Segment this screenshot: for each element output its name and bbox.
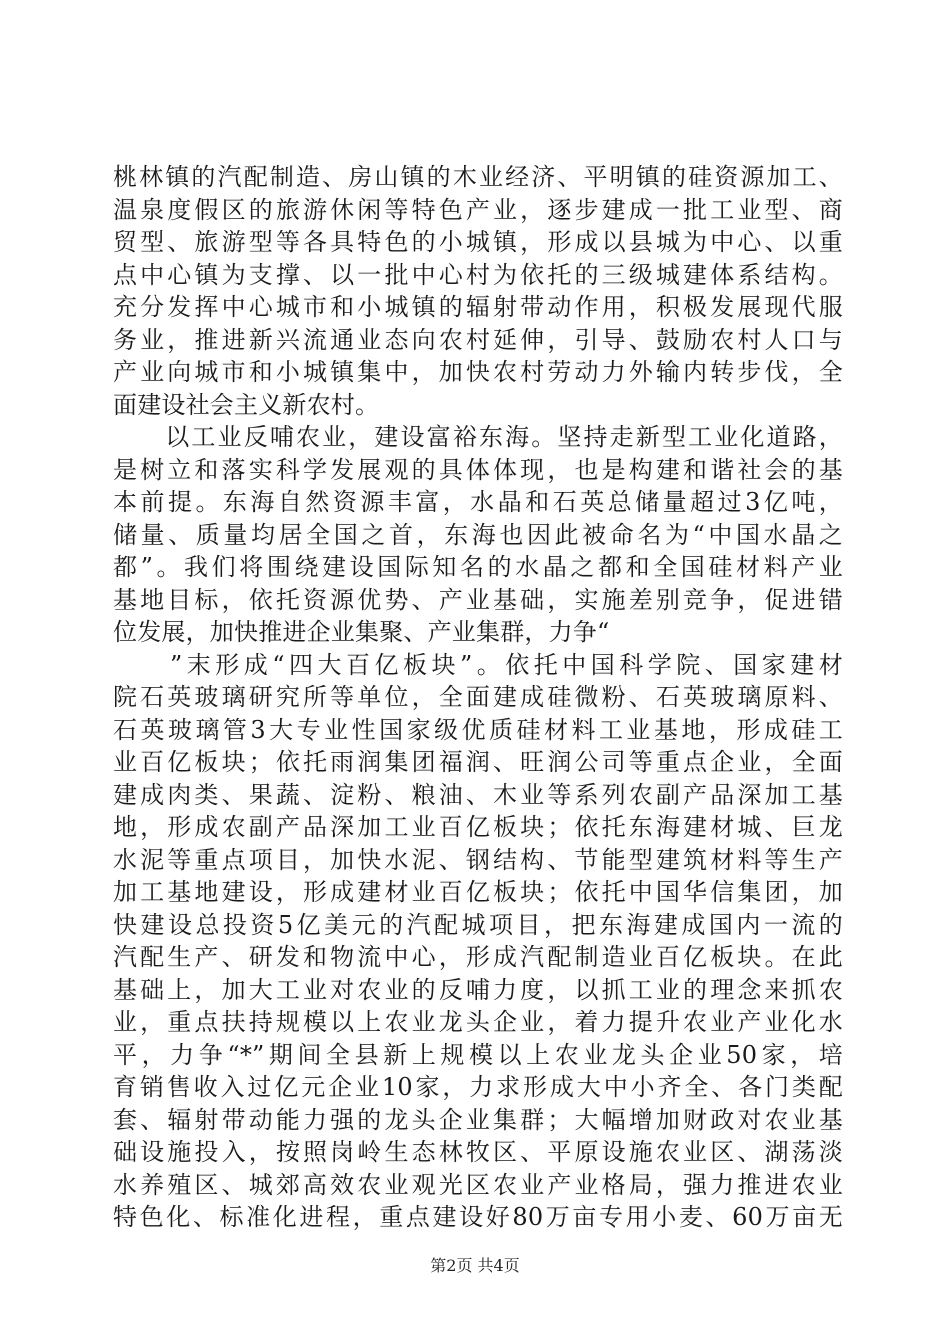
text-line: 汽配生产、研发和物流中心，形成汽配制造业百亿板块。在此 [113,943,843,971]
text-line: 加工基地建设，形成建材业百亿板块；依托中国华信集团，加 [113,878,843,906]
text-line: 以工业反哺农业，建设富裕东海。坚持走新型工业化道路， [113,423,843,451]
text-line: 面建设社会主义新农村。 [113,390,380,419]
text-line: 务业，推进新兴流通业态向农村延伸，引导、鼓励农村人口与 [113,325,843,354]
text-line: 套、辐射带动能力强的龙头企业集群；大幅增加财政对农业基 [113,1105,843,1134]
text-line: 建成肉类、果蔬、淀粉、粮油、木业等系列农副产品深加工基 [113,780,843,809]
text-line: 院石英玻璃研究所等单位，全面建成硅微粉、石英玻璃原料、 [113,683,843,711]
text-line: 基地目标，依托资源优势、产业基础，实施差别竞争，促进错 [113,585,843,614]
text-line: 快建设总投资5亿美元的汽配城项目，把东海建成国内一流的 [113,910,843,939]
text-line: 业百亿板块；依托雨润集团福润、旺润公司等重点企业，全面 [113,748,843,776]
text-line: 地，形成农副产品深加工业百亿板块；依托东海建材城、巨龙 [113,813,843,841]
text-line: 水泥等重点项目，加快水泥、钢结构、节能型建筑材料等生产 [113,845,843,874]
text-line: 桃林镇的汽配制造、房山镇的木业经济、平明镇的硅资源加工、 [113,163,843,191]
text-line: 平，力争“*”期间全县新上规模以上农业龙头企业50家，培 [113,1040,843,1069]
text-line: 贸型、旅游型等各具特色的小城镇，形成以县城为中心、以重 [113,228,843,256]
text-line: 是树立和落实科学发展观的具体体现，也是构建和谐社会的基 [113,455,843,484]
text-line: 特色化、标准化进程，重点建设好80万亩专用小麦、60万亩无 [113,1203,843,1231]
text-line: 储量、质量均居全国之首，东海也因此被命名为“中国水晶之 [113,520,843,549]
text-line: 充分发挥中心城市和小城镇的辐射带动作用，积极发展现代服 [113,293,843,321]
text-line: 水养殖区、城郊高效农业观光区农业产业格局，强力推进农业 [113,1170,843,1199]
text-line: 温泉度假区的旅游休闲等特色产业，逐步建成一批工业型、商 [113,195,843,224]
text-line: ”末形成“四大百亿板块”。依托中国科学院、国家建材 [113,650,843,679]
text-line: 都”。我们将围绕建设国际知名的水晶之都和全国硅材料产业 [113,553,843,581]
text-line: 石英玻璃管3大专业性国家级优质硅材料工业基地，形成硅工 [113,715,843,744]
text-line: 产业向城市和小城镇集中，加快农村劳动力外输内转步伐，全 [113,358,843,386]
text-line: 本前提。东海自然资源丰富，水晶和石英总储量超过3亿吨， [113,488,843,516]
text-line: 点中心镇为支撑、以一批中心村为依托的三级城建体系结构。 [113,260,843,289]
text-line: 育销售收入过亿元企业10家，力求形成大中小齐全、各门类配 [113,1073,843,1101]
text-line: 础设施投入，按照岗岭生态林牧区、平原设施农业区、湖荡淡 [113,1138,843,1166]
text-line: 基础上，加大工业对农业的反哺力度，以抓工业的理念来抓农 [113,975,843,1004]
text-line: 位发展，加快推进企业集聚、产业集群，力争“ [113,618,610,646]
body-text [113,161,843,1234]
text-line: 业，重点扶持规模以上农业龙头企业，着力提升农业产业化水 [113,1008,843,1036]
page-footer: 第2页 共4页 [430,1256,520,1275]
